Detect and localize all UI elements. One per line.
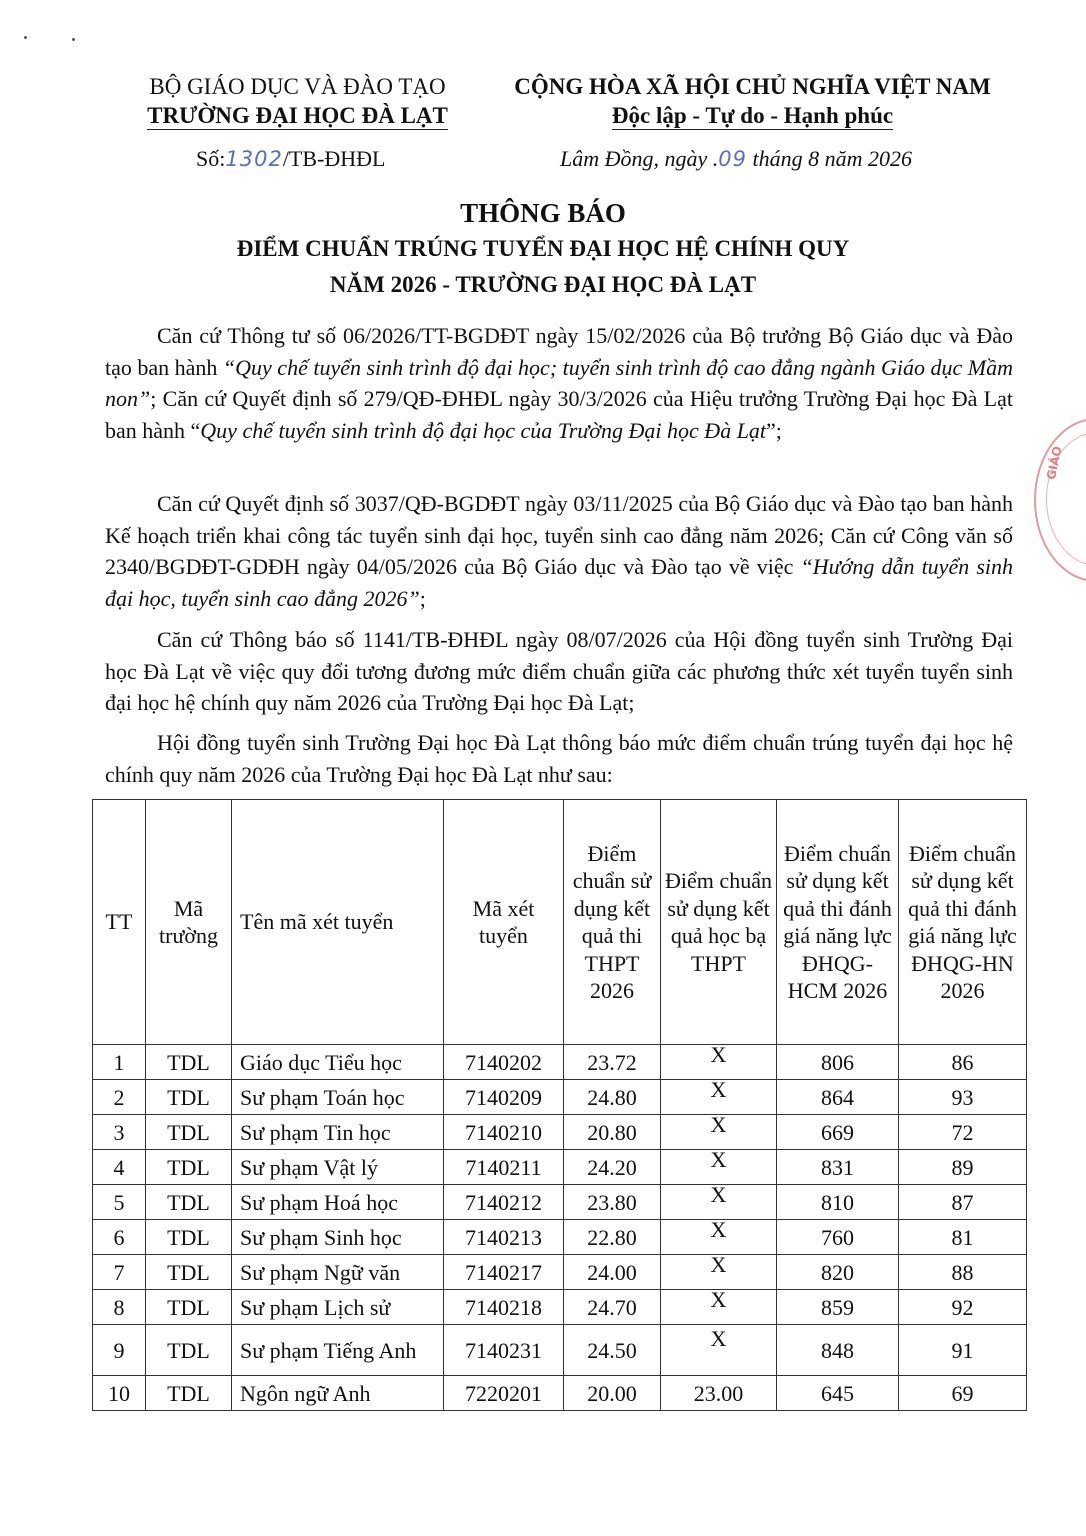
cell-thpt: 20.00 (564, 1376, 661, 1411)
header-school-code: Mã trường (146, 800, 232, 1045)
paragraph-1: Căn cứ Thông tư số 06/2026/TT-BGDĐT ngày 15/02/2026 của Bộ trưởng Bộ Giáo dục và Đào tạo ban hành “Quy chế tuyển sinh trình độ đại học; tuyển sinh trình độ cao đẳng ngành Giáo dục Mầm non”; Căn cứ Quyết định số 279/QĐ-ĐHĐL ngày 30/3/2026 của Hiệu trưởng Trường Đại học Đà Lạt ban hành “Quy chế tuyển sinh trình độ đại học của Trường Đại học Đà Lạt”; (105, 323, 1014, 443)
header-tt: TT (93, 800, 146, 1045)
header-program-code: Mã xét tuyển (444, 800, 564, 1045)
document-subtitle-2: NĂM 2026 - TRƯỜNG ĐẠI HỌC ĐÀ LẠT (329, 272, 757, 297)
cell-code: 7140231 (444, 1325, 564, 1376)
cell-code: 7140218 (444, 1290, 564, 1325)
cell-hcm: 645 (777, 1376, 899, 1411)
cell-hocba: X (661, 1115, 777, 1150)
cell-school: TDL (146, 1255, 232, 1290)
table-row (93, 1115, 1027, 1150)
scan-speck (72, 38, 75, 41)
cell-hcm: 669 (777, 1115, 899, 1150)
cell-hocba: X (661, 1150, 777, 1185)
cell-school: TDL (146, 1290, 232, 1325)
table-row (93, 1045, 1027, 1080)
header-hcm-score: Điểm chuẩn sử dụng kết quả thi đánh giá năng lực ĐHQG-HCM 2026 (777, 800, 899, 1045)
cell-tt: 6 (93, 1220, 146, 1255)
paragraph-2: Căn cứ Quyết định số 3037/QĐ-BGDĐT ngày 03/11/2025 của Bộ Giáo dục và Đào tạo ban hành Kế hoạch triển khai công tác tuyển sinh đại học, tuyển sinh cao đẳng năm 2026; Căn cứ Công văn số 2340/BGDĐT-GDĐH ngày 04/05/2026 của Bộ Giáo dục và Đào tạo về việc “Hướng dẫn tuyển sinh đại học, tuyển sinh cao đẳng 2026”; (105, 491, 1013, 611)
cell-school: TDL (146, 1376, 232, 1411)
cell-hn: 87 (899, 1185, 1027, 1220)
cell-school: TDL (146, 1185, 232, 1220)
cell-tt: 9 (93, 1325, 146, 1376)
cell-name: Sư phạm Lịch sử (232, 1290, 444, 1325)
header-transcript-score: Điểm chuẩn sử dụng kết quả học bạ THPT (661, 800, 777, 1045)
cell-name: Sư phạm Tin học (232, 1115, 444, 1150)
cell-thpt: 24.70 (564, 1290, 661, 1325)
cell-code: 7140213 (444, 1220, 564, 1255)
document-subtitle-1: ĐIỂM CHUẨN TRÚNG TUYỂN ĐẠI HỌC HỆ CHÍNH QUY (236, 236, 850, 261)
document-date: Lâm Đồng, ngày .09 tháng 8 năm 2026 (560, 146, 913, 171)
issuer-block (105, 72, 490, 130)
document-title: THÔNG BÁO (460, 198, 626, 228)
cell-hcm: 848 (777, 1325, 899, 1376)
cell-name: Sư phạm Vật lý (232, 1150, 444, 1185)
cell-hcm: 810 (777, 1185, 899, 1220)
table-row (93, 1220, 1027, 1255)
cell-thpt: 24.20 (564, 1150, 661, 1185)
table-row (93, 1080, 1027, 1115)
cell-name: Sư phạm Ngữ văn (232, 1255, 444, 1290)
cell-hocba: X (661, 1290, 777, 1325)
cell-hcm: 760 (777, 1220, 899, 1255)
cell-tt: 10 (93, 1376, 146, 1411)
cell-thpt: 24.50 (564, 1325, 661, 1376)
cell-hn: 89 (899, 1150, 1027, 1185)
ministry-name: BỘ GIÁO DỤC VÀ ĐÀO TẠO (149, 74, 446, 99)
cell-name: Sư phạm Tiếng Anh (232, 1325, 444, 1376)
paragraph-4: Hội đồng tuyển sinh Trường Đại học Đà Lạt thông báo mức điểm chuẩn trúng tuyển đại học hệ chính quy năm 2026 của Trường Đại học Đà Lạt như sau: (105, 730, 1013, 787)
cell-hocba: 23.00 (661, 1376, 777, 1411)
cell-hcm: 864 (777, 1080, 899, 1115)
cell-hocba: X (661, 1325, 777, 1376)
cell-school: TDL (146, 1080, 232, 1115)
cell-hocba: X (661, 1045, 777, 1080)
country-name: CỘNG HÒA XÃ HỘI CHỦ NGHĨA VIỆT NAM (514, 74, 991, 99)
cell-code: 7140209 (444, 1080, 564, 1115)
cell-hcm: 859 (777, 1290, 899, 1325)
cell-hocba: X (661, 1220, 777, 1255)
cell-thpt: 22.80 (564, 1220, 661, 1255)
cell-code: 7140217 (444, 1255, 564, 1290)
cell-thpt: 23.80 (564, 1185, 661, 1220)
cell-thpt: 24.00 (564, 1255, 661, 1290)
cell-thpt: 23.72 (564, 1045, 661, 1080)
handwritten-day: 09 (718, 147, 748, 171)
cell-school: TDL (146, 1150, 232, 1185)
cell-tt: 4 (93, 1150, 146, 1185)
cell-hocba: X (661, 1080, 777, 1115)
cell-hocba: X (661, 1255, 777, 1290)
table-row (93, 1185, 1027, 1220)
cell-code: 7140210 (444, 1115, 564, 1150)
cell-hn: 86 (899, 1045, 1027, 1080)
cell-name: Giáo dục Tiểu học (232, 1045, 444, 1080)
cell-hn: 88 (899, 1255, 1027, 1290)
table-row (93, 1290, 1027, 1325)
cell-hn: 93 (899, 1080, 1027, 1115)
cell-school: TDL (146, 1115, 232, 1150)
official-seal-text: GIÁO (1044, 444, 1065, 481)
header-program-name: Tên mã xét tuyển (232, 800, 444, 1045)
handwritten-number: 1302 (225, 147, 283, 171)
cell-hn: 92 (899, 1290, 1027, 1325)
cell-hn: 81 (899, 1220, 1027, 1255)
cell-code: 7140212 (444, 1185, 564, 1220)
scan-speck (24, 36, 27, 39)
cell-hocba: X (661, 1185, 777, 1220)
cell-school: TDL (146, 1045, 232, 1080)
cell-name: Sư phạm Sinh học (232, 1220, 444, 1255)
document-number: Số:1302/TB-ĐHĐL (196, 146, 386, 171)
cell-school: TDL (146, 1220, 232, 1255)
cell-tt: 7 (93, 1255, 146, 1290)
cell-code: 7140211 (444, 1150, 564, 1185)
cell-name: Ngôn ngữ Anh (232, 1376, 444, 1411)
cell-code: 7220201 (444, 1376, 564, 1411)
university-name: TRƯỜNG ĐẠI HỌC ĐÀ LẠT (147, 103, 448, 128)
table-row (93, 1376, 1027, 1411)
cell-tt: 8 (93, 1290, 146, 1325)
national-motto: Độc lập - Tự do - Hạnh phúc (611, 103, 894, 128)
cell-tt: 1 (93, 1045, 146, 1080)
cell-hcm: 806 (777, 1045, 899, 1080)
cell-tt: 2 (93, 1080, 146, 1115)
cell-school: TDL (146, 1325, 232, 1376)
cell-thpt: 20.80 (564, 1115, 661, 1150)
table-header-row (93, 800, 1027, 1045)
cell-hn: 72 (899, 1115, 1027, 1150)
cell-hn: 91 (899, 1325, 1027, 1376)
cell-name: Sư phạm Hoá học (232, 1185, 444, 1220)
admission-score-table (92, 799, 1027, 1411)
cell-thpt: 24.80 (564, 1080, 661, 1115)
table-row (93, 1325, 1027, 1376)
table-row (93, 1255, 1027, 1290)
header-hn-score: Điểm chuẩn sử dụng kết quả thi đánh giá năng lực ĐHQG-HN 2026 (899, 800, 1027, 1045)
cell-hcm: 820 (777, 1255, 899, 1290)
paragraph-3: Căn cứ Thông báo số 1141/TB-ĐHĐL ngày 08/07/2026 của Hội đồng tuyển sinh Trường Đại học Đà Lạt về việc quy đổi tương đương mức điểm chuẩn giữa các phương thức xét tuyển tuyển sinh đại học hệ chính quy năm 2026 của Trường Đại học Đà Lạt; (105, 627, 1013, 715)
cell-hcm: 831 (777, 1150, 899, 1185)
cell-tt: 5 (93, 1185, 146, 1220)
table-row (93, 1150, 1027, 1185)
cell-tt: 3 (93, 1115, 146, 1150)
header-thpt-score: Điểm chuẩn sử dụng kết quả thi THPT 2026 (564, 800, 661, 1045)
cell-name: Sư phạm Toán học (232, 1080, 444, 1115)
cell-code: 7140202 (444, 1045, 564, 1080)
cell-hn: 69 (899, 1376, 1027, 1411)
national-header (490, 72, 1015, 130)
